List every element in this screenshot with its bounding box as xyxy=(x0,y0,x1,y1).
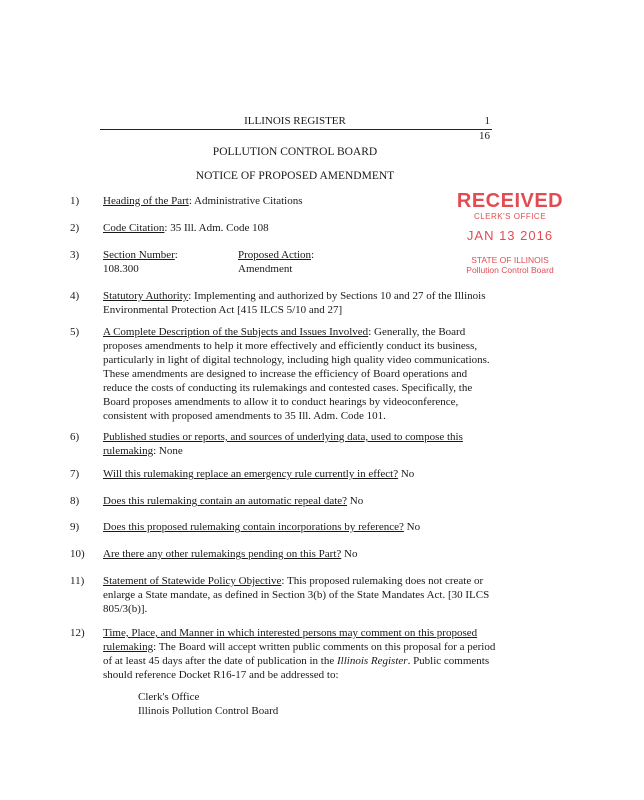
item-label: Proposed Action xyxy=(238,249,312,261)
item-number: 3) xyxy=(70,249,80,261)
item-repeal-date xyxy=(103,494,498,508)
item-value: : Administrative Citations xyxy=(188,195,303,207)
issue-number: 16 xyxy=(479,130,490,142)
item-label: Statement of Statewide Policy Objective xyxy=(103,575,282,587)
item-value: : None xyxy=(153,445,183,457)
item-comment-manner xyxy=(103,626,498,682)
stamp-state: STATE OF ILLINOIS xyxy=(471,255,549,265)
address-line-1: Clerk's Office xyxy=(138,691,200,703)
item-number: 8) xyxy=(70,495,80,507)
item-value-italic: Illinois Register xyxy=(336,655,408,667)
register-title: ILLINOIS REGISTER xyxy=(244,115,346,127)
item-code-citation xyxy=(103,221,498,235)
item-colon: : xyxy=(174,249,178,261)
item-number: 4) xyxy=(70,290,80,302)
section-number-value: 108.300 xyxy=(103,263,139,275)
item-value: : Implementing and authorized by Sections 10 and 27 of the Illinois Environmental Protection Act [415 ILCS 5/10 and 27] xyxy=(103,290,486,316)
agency-title: POLLUTION CONTROL BOARD xyxy=(212,146,378,158)
proposed-action-value: Amendment xyxy=(238,263,293,275)
item-value: No xyxy=(398,468,415,480)
item-label: Does this proposed rulemaking contain incorporations by reference? xyxy=(103,521,404,533)
item-label: Statutory Authority xyxy=(103,290,189,302)
item-label: Are there any other rulemakings pending on this Part? xyxy=(103,548,342,560)
page-number: 1 xyxy=(484,115,490,127)
stamp-received: RECEIVED xyxy=(456,190,564,212)
item-value: : 35 Ill. Adm. Code 108 xyxy=(164,222,269,234)
item-number: 6) xyxy=(70,431,80,443)
item-value: . Public comments should reference Docket R16-17 and be addressed to: xyxy=(103,655,490,681)
item-value: : Generally, the Board proposes amendments to help it more effectively and efficiently conduct its business, particularly in light of digital technology, including high quality video communications. These amendments are designed to increase the efficiency of Board operations and reduce the costs of conducting its rulemakings and contested cases. Specifically, the Board proposes amendments to allow it to conduct hearings by videoconference, consistent with proposed amendments to 35 Ill. Adm. Code 101. xyxy=(103,326,490,422)
header-rule xyxy=(100,129,492,130)
item-label: Time, Place, and Manner in which interested persons may comment on this proposed rulemaking xyxy=(103,627,478,653)
item-statutory-authority xyxy=(103,289,498,317)
item-label: Heading of the Part xyxy=(103,195,189,207)
item-number: 9) xyxy=(70,521,80,533)
item-label: Code Citation xyxy=(103,222,165,234)
item-number: 10) xyxy=(70,548,85,560)
item-value: No xyxy=(341,548,358,560)
item-pending-rulemakings xyxy=(103,547,498,561)
item-number: 7) xyxy=(70,468,80,480)
item-label: Published studies or reports, and sources of underlying data, used to compose this rulemaking xyxy=(103,431,463,457)
item-label: Section Number xyxy=(103,249,175,261)
item-number: 11) xyxy=(70,575,85,587)
item-number: 1) xyxy=(70,195,80,207)
notice-title: NOTICE OF PROPOSED AMENDMENT xyxy=(195,170,395,182)
item-value: : This proposed rulemaking does not create or enlarge a State mandate, as defined in Section 3(b) of the State Mandates Act. [30 ILCS 805/3(b)]. xyxy=(103,575,490,615)
stamp-clerks-office: CLERK'S OFFICE xyxy=(473,212,547,221)
item-value: No xyxy=(403,521,421,533)
item-incorporations xyxy=(103,520,498,534)
item-emergency-rule xyxy=(103,467,498,481)
section-number-label xyxy=(103,248,178,262)
stamp-board: Pollution Control Board xyxy=(466,265,554,275)
item-number: 5) xyxy=(70,326,80,338)
item-published-studies xyxy=(103,430,498,458)
item-policy-objective xyxy=(103,574,498,616)
item-number: 12) xyxy=(70,627,85,639)
item-value: No xyxy=(347,495,364,507)
item-description xyxy=(103,325,498,423)
stamp-date: JAN 13 2016 xyxy=(466,228,554,243)
proposed-action-label xyxy=(238,248,314,262)
item-value: : The Board will accept written public comments on this proposal for a period of at least 45 days after the date of publication in the xyxy=(103,641,496,667)
item-label: Will this rulemaking replace an emergency rule currently in effect? xyxy=(103,468,399,480)
item-colon: : xyxy=(311,249,315,261)
item-heading xyxy=(103,194,498,208)
item-label: A Complete Description of the Subjects and Issues Involved xyxy=(103,326,369,338)
item-number: 2) xyxy=(70,222,80,234)
address-line-2: Illinois Pollution Control Board xyxy=(138,705,279,717)
item-label: Does this rulemaking contain an automatic repeal date? xyxy=(103,495,348,507)
